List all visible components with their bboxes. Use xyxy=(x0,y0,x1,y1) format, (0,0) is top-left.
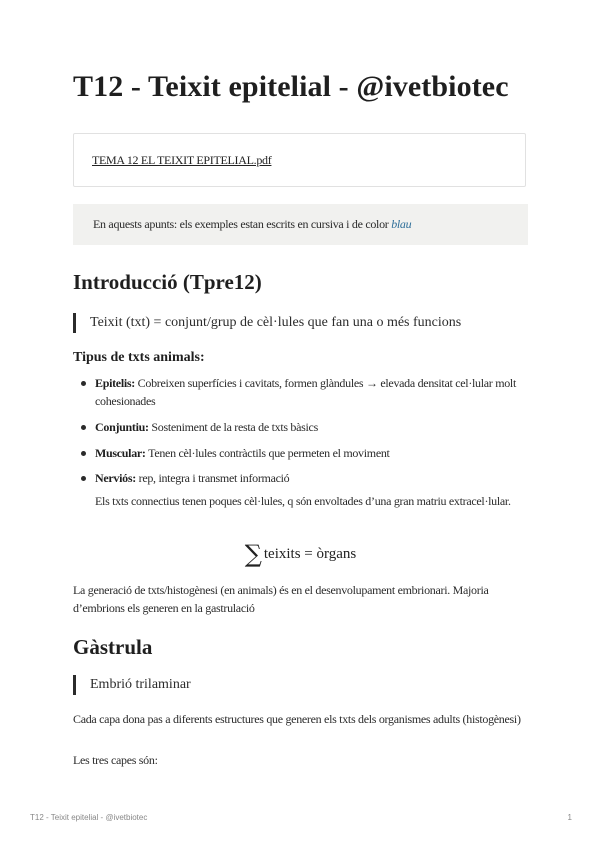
heading-intro: Introducció (Tpre12) xyxy=(73,270,262,294)
quote-intro: Teixit (txt) = conjunt/grup de cèl·lules que fan una o més funcions xyxy=(73,313,461,333)
quote-gastrula: Embrió trilaminar xyxy=(73,675,191,695)
connective-note: Els txts connectius tenen poques cèl·lules, q són envoltades d’una gran matriu extracel·lular. xyxy=(95,494,511,508)
sigma-symbol: ∑ xyxy=(244,540,262,568)
list-item-text: Sosteniment de la resta de txts bàsics xyxy=(151,420,318,434)
page-number: 1 xyxy=(567,813,572,822)
formula-equals: = xyxy=(304,546,313,562)
list-item-term: Conjuntiu: xyxy=(95,420,149,434)
layers-paragraph: Cada capa dona pas a diferents estructures que generen els txts dels organismes adults (histogènesi) xyxy=(73,712,521,726)
math-formula xyxy=(73,540,528,568)
attachment-card[interactable] xyxy=(73,133,526,187)
callout-emphasis: blau xyxy=(391,217,412,231)
layers-intro: Les tres capes són: xyxy=(73,753,158,767)
callout-box xyxy=(73,204,528,245)
attachment-link[interactable]: TEMA 12 EL TEIXIT EPITELIAL.pdf xyxy=(92,153,272,167)
subheading-tissue-types: Tipus de txts animals: xyxy=(73,350,205,365)
list-item-term: Epitelis: xyxy=(95,376,135,390)
list-item xyxy=(73,444,390,462)
formula-rhs: òrgans xyxy=(316,546,357,562)
formula-lhs: teixits xyxy=(263,546,301,562)
list-item xyxy=(73,374,528,410)
footer-title: T12 - Teixit epitelial - @ivetbiotec xyxy=(30,813,148,822)
list-item xyxy=(73,418,318,436)
callout-body: En aquests apunts: els exemples estan escrits en cursiva i de color xyxy=(93,217,389,231)
list-item xyxy=(73,469,289,487)
list-item-text: Cobreixen superfícies i cavitats, formen glàndules → elevada densitat cel·lular molt cohesionades xyxy=(95,376,517,408)
list-item-text: rep, integra i transmet informació xyxy=(138,471,290,485)
page-title: T12 - Teixit epitelial - @ivetbiotec xyxy=(73,70,509,103)
heading-gastrula: Gàstrula xyxy=(73,635,153,659)
histogenesis-paragraph: La generació de txts/histogènesi (en animals) és en el desenvolupament embrionari. Majoria d’embrions els generen en la gastrulació xyxy=(73,583,489,615)
callout-text xyxy=(93,217,411,232)
list-item-term: Muscular: xyxy=(95,446,146,460)
list-item-text: Tenen cèl·lules contràctils que permeten el moviment xyxy=(148,446,390,460)
list-item-term: Nerviós: xyxy=(95,471,136,485)
